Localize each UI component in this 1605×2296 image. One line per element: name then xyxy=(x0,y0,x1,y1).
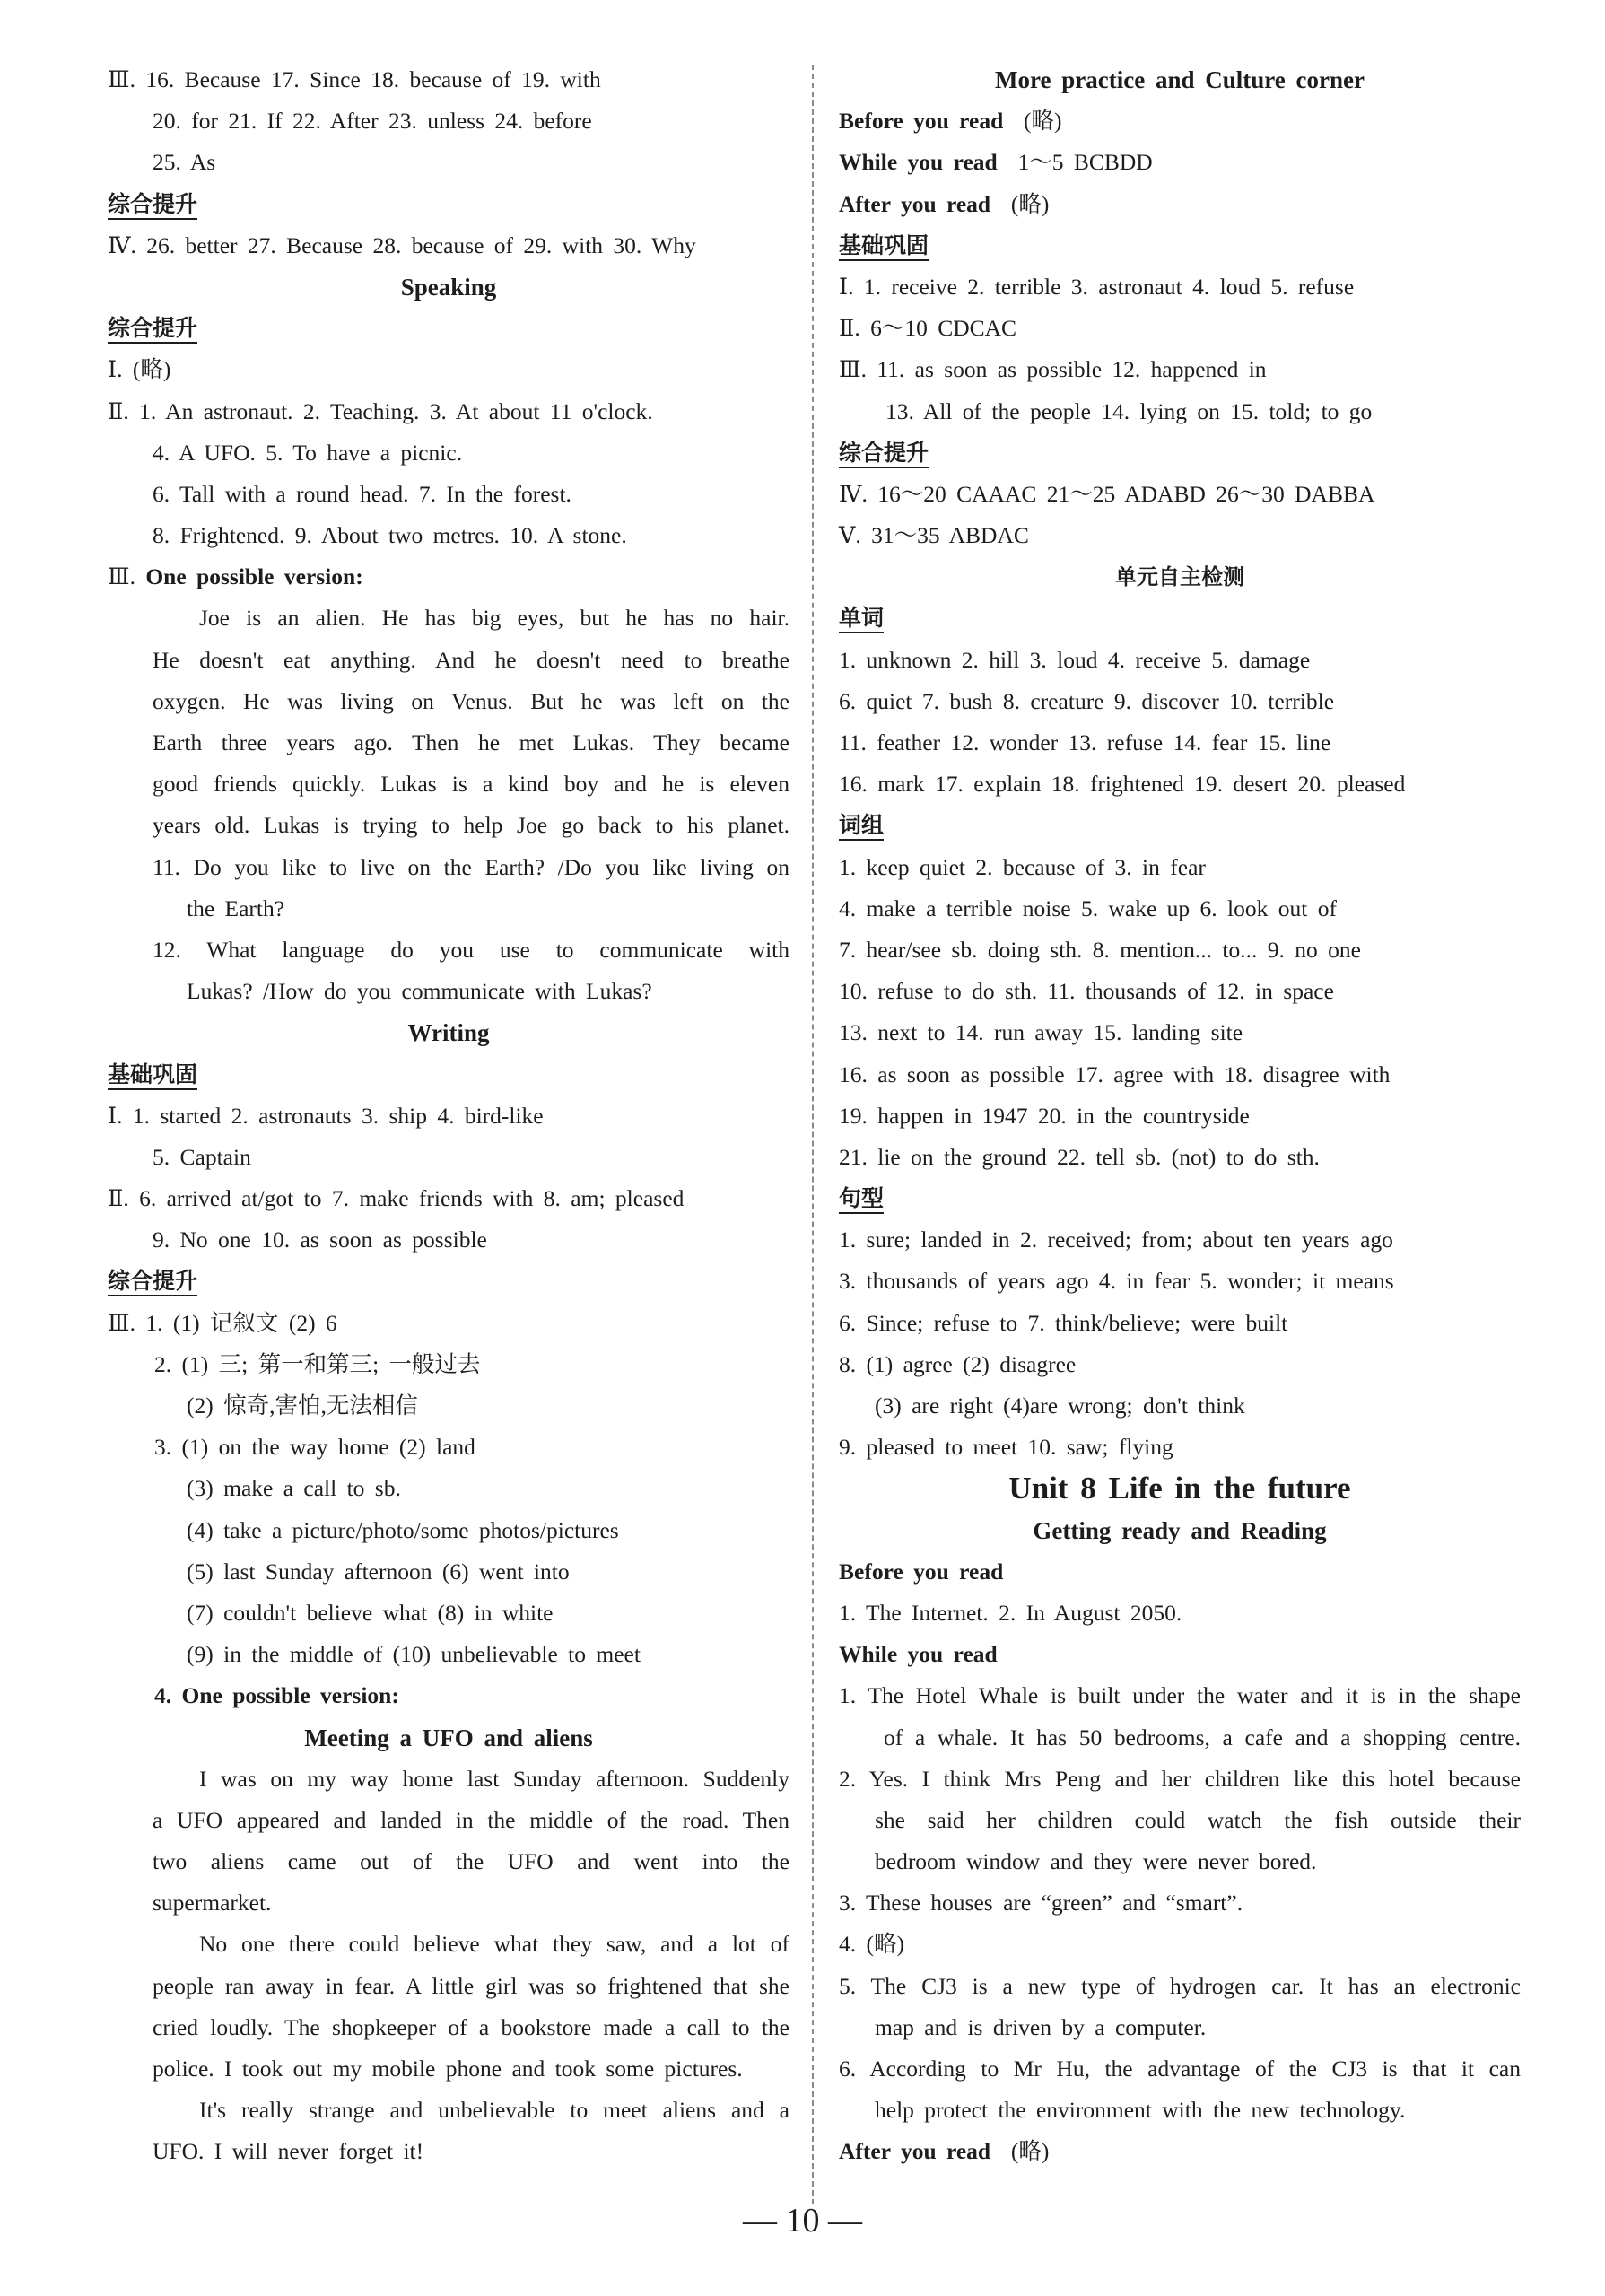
paragraph-line: oxygen. He was living on Venus. But he was left on the xyxy=(153,687,789,714)
section-label: 单词 xyxy=(839,605,884,633)
sub-heading: While you read xyxy=(839,149,998,176)
paragraph-line: Joe is an alien. He has big eyes, but he has no hair. xyxy=(199,605,789,632)
answer-line: 10. refuse to do sth. 11. thousands of 12. in space xyxy=(839,978,1334,1005)
column-divider xyxy=(812,65,814,2204)
answer-line: 8. Frightened. 9. About two metres. 10. A stone. xyxy=(153,522,627,549)
section-heading: Speaking xyxy=(400,273,497,301)
section-heading: 单元自主检测 xyxy=(1115,564,1244,590)
answer-line: (9) in the middle of (10) unbelievable to meet xyxy=(187,1641,641,1668)
answer-line: 3. thousands of years ago 4. in fear 5. wonder; it means xyxy=(839,1268,1394,1295)
answer-line: 3. These houses are “green” and “smart”. xyxy=(839,1890,1243,1916)
answer-line: Ⅰ. 1. receive 2. terrible 3. astronaut 4. loud 5. refuse xyxy=(839,273,1355,300)
section-label: 综合提升 xyxy=(108,315,197,344)
answer-line: Ⅳ. 16～20 CAAAC 21～25 ADABD 26～30 DABBA xyxy=(839,480,1375,507)
section-label: 句型 xyxy=(839,1185,884,1214)
answer-line: 12. What language do you use to communicate with xyxy=(153,936,789,963)
paragraph-line: Earth three years ago. Then he met Lukas. They became xyxy=(153,729,789,755)
essay-line: people ran away in fear. A little girl was so frightened that she xyxy=(153,1972,789,1999)
answer-line: Ⅳ. 26. better 27. Because 28. because of 29. with 30. Why xyxy=(108,231,696,258)
answer-line: help protect the environment with the new technology. xyxy=(875,2097,1406,2124)
answer-line: 5. Captain xyxy=(153,1143,251,1170)
answer-line: the Earth? xyxy=(187,895,285,921)
answer-line: (7) couldn't believe what (8) in white xyxy=(187,1599,554,1626)
answer-line: 1. The Hotel Whale is built under the water and it is in the shape xyxy=(839,1682,1521,1709)
essay-line: I was on my way home last Sunday afternoon. Suddenly xyxy=(199,1765,789,1792)
essay-line: police. I took out my mobile phone and took some pictures. xyxy=(153,2056,743,2082)
answer-line: 2. (1) 三; 第一和第三; 一般过去 xyxy=(154,1350,481,1377)
sub-heading: While you read xyxy=(839,1641,998,1668)
answer-line: 9. pleased to meet 10. saw; flying xyxy=(839,1434,1173,1461)
answer-line: (3) make a call to sb. xyxy=(187,1475,401,1502)
answer-line: bedroom window and they were never bored. xyxy=(875,1848,1317,1875)
essay-line: two aliens came out of the UFO and went into the xyxy=(153,1848,789,1875)
answer-line: 6. Tall with a round head. 7. In the forest. xyxy=(153,480,571,507)
answer-text: 1～5 BCBDD xyxy=(1017,149,1153,176)
version-label: 4. One possible version: xyxy=(154,1682,399,1709)
answer-line: (3) are right (4)are wrong; don't think xyxy=(875,1392,1245,1419)
answer-line: 6. Since; refuse to 7. think/believe; were built xyxy=(839,1309,1288,1336)
section-label: 综合提升 xyxy=(839,440,929,468)
section-label: 基础巩固 xyxy=(839,232,929,261)
sub-heading: After you read xyxy=(839,2138,991,2165)
answer-line: 3. (1) on the way home (2) land xyxy=(154,1434,475,1461)
essay-line: No one there could believe what they saw, and a lot of xyxy=(199,1931,789,1958)
answer-line: 4. make a terrible noise 5. wake up 6. look out of xyxy=(839,895,1337,921)
answer-line: 9. No one 10. as soon as possible xyxy=(153,1227,487,1253)
answer-line: 6. quiet 7. bush 8. creature 9. discover 10. terrible xyxy=(839,687,1335,714)
paragraph-line: good friends quickly. Lukas is a kind boy and he is eleven xyxy=(153,771,789,798)
answer-line: map and is driven by a computer. xyxy=(875,2013,1207,2040)
answer-line: 21. lie on the ground 22. tell sb. (not) to do sth. xyxy=(839,1143,1320,1170)
answer-line: 4. (略) xyxy=(839,1931,904,1958)
answer-line: Ⅴ. 31～35 ABDAC xyxy=(839,522,1029,549)
answer-line: 25. As xyxy=(153,149,216,176)
sub-heading: After you read xyxy=(839,190,991,217)
answer-line: 16. mark 17. explain 18. frightened 19. desert 20. pleased xyxy=(839,771,1406,798)
answer-line: 8. (1) agree (2) disagree xyxy=(839,1350,1077,1377)
answer-line: Lukas? /How do you communicate with Lukas? xyxy=(187,978,652,1005)
essay-line: supermarket. xyxy=(153,1890,272,1916)
answer-line: Ⅲ. 1. (1) 记叙文 (2) 6 xyxy=(108,1309,337,1336)
answer-line: 6. According to Mr Hu, the advantage of the CJ3 is that it can xyxy=(839,2056,1521,2082)
page-number: — 10 — xyxy=(743,2202,862,2239)
answer-line: (5) last Sunday afternoon (6) went into xyxy=(187,1558,570,1585)
answer-text: (略) xyxy=(1024,108,1062,135)
answer-line: 20. for 21. If 22. After 23. unless 24. before xyxy=(153,108,592,135)
essay-line: It's really strange and unbelievable to meet aliens and a xyxy=(199,2097,789,2124)
answer-line: (4) take a picture/photo/some photos/pictures xyxy=(187,1516,619,1543)
essay-line: cried loudly. The shopkeeper of a bookstore made a call to the xyxy=(153,2013,789,2040)
section-label: 词组 xyxy=(839,812,884,841)
answer-line: Ⅱ. 1. An astronaut. 2. Teaching. 3. At about 11 o'clock. xyxy=(108,397,653,424)
answer-line: 1. sure; landed in 2. received; from; about ten years ago xyxy=(839,1227,1393,1253)
answer-line: Ⅱ. 6～10 CDCAC xyxy=(839,315,1017,342)
essay-line: a UFO appeared and landed in the middle of the road. Then xyxy=(153,1806,789,1833)
version-label: One possible version: xyxy=(145,563,363,590)
sub-heading: Before you read xyxy=(839,1558,1004,1585)
answer-line: Ⅲ. 11. as soon as possible 12. happened in xyxy=(839,356,1267,383)
paragraph-line: He doesn't eat anything. And he doesn't need to breathe xyxy=(153,646,789,673)
essay-title: Meeting a UFO and aliens xyxy=(304,1724,593,1751)
answer-line: 19. happen in 1947 20. in the countryside xyxy=(839,1102,1250,1129)
answer-line: 1. The Internet. 2. In August 2050. xyxy=(839,1599,1182,1626)
answer-line: 11. feather 12. wonder 13. refuse 14. fear 15. line xyxy=(839,729,1331,755)
answer-line: 5. The CJ3 is a new type of hydrogen car. It has an electronic xyxy=(839,1972,1521,1999)
answer-line: Ⅲ. 16. Because 17. Since 18. because of 19. with xyxy=(108,66,601,92)
left-column: Ⅲ. 16. Because 17. Since 18. because of 19. with 20. for 21. If 22. After 23. unless 24. before 25. As 综合提升 Ⅳ. 26. better 27. Because 28. because of 29. with 30. Why Speaking 综合提升 Ⅰ. (略) Ⅱ. 1. An astronaut. 2. Teaching. 3. At about 11 o'clock. 4. A UFO. 5. To have a picnic. 6. Tall with a round head. 7. In the forest. 8. Frightened. 9. About two metres. 10. A stone. Ⅲ. One possible version: Joe is an alien. He has big eyes, but he has no hair. He doesn't eat anything. And he doesn't need to breathe oxygen. He was living on Venus. But he was left on the Earth three years ago. Then he met Lukas. They became good friends quickly. Lukas is a kind boy and he is eleven years old. Lukas is trying to help Joe go back to his planet. 11. Do you like to live on the Earth? /Do you like living on the Earth? 12. What language do you use to communicate with Lukas? /How do you communicate with Lukas? Writing 基础巩固 Ⅰ. 1. started 2. astronauts 3. ship 4. bird-like 5. Captain Ⅱ. 6. arrived at/got to 7. make friends with 8. am; pleased 9. No one 10. as soon as possible 综合提升 Ⅲ. 1. (1) 记叙文 (2) 6 2. (1) 三; 第一和第三; 一般过去 (2) 惊奇,害怕,无法相信 3. (1) on the way home (2) land (3) make a call to sb. (4) take a picture/photo/some photos/pictures (5) last Sunday afternoon (6) went into (7) couldn't believe what (8) in white (9) in the middle of (10) unbelievable to meet 4. One possible version: Meeting a UFO and aliens I was on my way home last Sunday afternoon. Suddenly a UFO appeared and landed in the middle of the road. Then two aliens came out of the UFO and went into the supermarket. No one there could believe what they saw, and a lot of people ran away in fear. A little girl was so frightened that she cried loudly. The shopkeeper of a bookstore made a call to the police. I took out my mobile phone and took some pictures. It's really strange and unbelievable to meet aliens and a UFO. I will never forget it! xyxy=(108,59,789,2173)
answer-line: she said her children could watch the fish outside their xyxy=(875,1806,1521,1833)
section-heading: Getting ready and Reading xyxy=(1033,1516,1327,1544)
right-column xyxy=(839,59,1521,2173)
answer-line: 2. Yes. I think Mrs Peng and her children like this hotel because xyxy=(839,1765,1521,1792)
section-label: 综合提升 xyxy=(108,1268,197,1296)
section-heading: More practice and Culture corner xyxy=(995,66,1365,93)
answer-line: 1. unknown 2. hill 3. loud 4. receive 5. damage xyxy=(839,646,1311,673)
answer-line: 4. A UFO. 5. To have a picnic. xyxy=(153,439,463,466)
answer-line: (2) 惊奇,害怕,无法相信 xyxy=(187,1392,418,1419)
essay-line: UFO. I will never forget it! xyxy=(153,2138,424,2165)
unit-title: Unit 8 Life in the future xyxy=(1008,1471,1351,1506)
answer-text: (略) xyxy=(1010,2138,1050,2165)
answer-line: 16. as soon as possible 17. agree with 18. disagree with xyxy=(839,1061,1391,1087)
section-label: 基础巩固 xyxy=(108,1061,197,1090)
answer-line: Ⅰ. (略) xyxy=(108,356,171,383)
answer-line: of a whale. It has 50 bedrooms, a cafe and a shopping centre. xyxy=(884,1724,1521,1750)
answer-line: 13. All of the people 14. lying on 15. told; to go xyxy=(885,397,1373,424)
paragraph-line: years old. Lukas is trying to help Joe go back to his planet. xyxy=(153,812,789,839)
answer-line: 7. hear/see sb. doing sth. 8. mention... to... 9. no one xyxy=(839,936,1361,963)
answer-line: Ⅰ. 1. started 2. astronauts 3. ship 4. bird-like xyxy=(108,1102,544,1129)
section-label: 综合提升 xyxy=(108,191,197,220)
sub-heading: Before you read xyxy=(839,108,1004,135)
answer-line: 11. Do you like to live on the Earth? /Do you like living on xyxy=(153,853,789,880)
answer-line: Ⅱ. 6. arrived at/got to 7. make friends with 8. am; pleased xyxy=(108,1185,685,1212)
answer-text: (略) xyxy=(1010,190,1050,217)
answer-line: 13. next to 14. run away 15. landing site xyxy=(839,1019,1243,1046)
section-heading: Writing xyxy=(407,1019,490,1047)
answer-line: 1. keep quiet 2. because of 3. in fear xyxy=(839,853,1206,880)
